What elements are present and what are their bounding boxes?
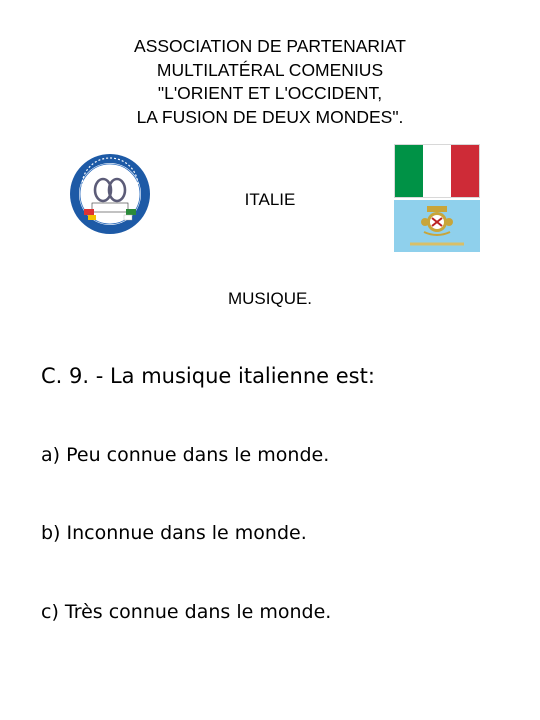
header-line-3: "L'ORIENT ET L'OCCIDENT,: [157, 83, 383, 103]
answer-option-c[interactable]: c) Très connue dans le monde.: [41, 601, 332, 623]
italy-flag-white-band: [423, 145, 451, 197]
header-line-1: ASSOCIATION DE PARTENARIAT: [134, 36, 406, 56]
italy-flag-green-band: [395, 145, 423, 197]
document-header: [0, 35, 540, 129]
question-text: C. 9. - La musique italienne est:: [41, 364, 375, 388]
lazio-flag-icon: [394, 200, 480, 252]
answer-option-a[interactable]: a) Peu connue dans le monde.: [41, 444, 330, 466]
subject-label: MUSIQUE.: [227, 289, 313, 308]
header-line-2: MULTILATÉRAL COMENIUS: [156, 59, 384, 80]
italy-flag-icon: [394, 144, 480, 198]
country-label: ITALIE: [244, 190, 296, 209]
header-line-4: LA FUSION DE DEUX MONDES".: [136, 106, 404, 127]
italy-flag-red-band: [451, 145, 479, 197]
comenius-association-logo-icon: [68, 152, 152, 236]
answer-option-b[interactable]: b) Inconnue dans le monde.: [41, 522, 307, 544]
